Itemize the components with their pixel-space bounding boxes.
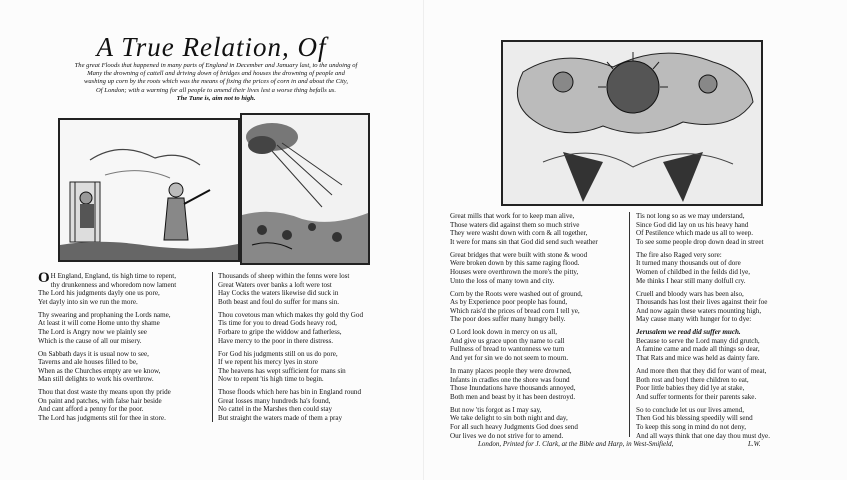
right-page bbox=[424, 0, 847, 480]
verse-line: Tis not long so as we may understand, bbox=[636, 212, 745, 220]
column-divider bbox=[629, 212, 630, 437]
stanza bbox=[450, 367, 628, 401]
verse-line: Thy swearing and prophaning the Lords name, bbox=[38, 310, 171, 319]
verse-line: Have mercy to the poor in there distress. bbox=[218, 336, 334, 345]
verse-line: And now again these waters mounting high, bbox=[636, 306, 762, 315]
verse-line: That Rats and mice was held as dainty fare. bbox=[636, 354, 760, 363]
verse-line: Which rais'd the prices of bread corn I tell ye, bbox=[450, 306, 580, 315]
verse-line: The poor does suffer many hungry belly. bbox=[450, 315, 566, 324]
verse-line: May cause many with hunger for to dye: bbox=[636, 315, 752, 324]
verse-line: Me thinks I hear still many dolfull cry. bbox=[636, 276, 746, 285]
stanza bbox=[450, 251, 628, 285]
verse-line: Fullness of bread to wantonness we turn bbox=[450, 345, 565, 354]
verse-line: On paint and patches, with false hair beside bbox=[38, 396, 162, 405]
verse-line: Those Inundations have thousands annoyed, bbox=[450, 384, 576, 393]
verse-column-right-2 bbox=[636, 212, 842, 445]
verse-line: Both men and beast by it has been destroyd. bbox=[450, 392, 576, 401]
ballad-title: A True Relation, Of bbox=[96, 32, 327, 62]
verse-line: And more then that they did for want of meat, bbox=[636, 367, 767, 376]
verse-line: Were broken down by this same raging flood. bbox=[450, 259, 580, 268]
verse-line: To see some people drop down dead in street bbox=[636, 237, 764, 246]
verse-line: And cant afford a penny for the poor. bbox=[38, 405, 144, 414]
verse-line: Yet dayly into sin we run the more. bbox=[38, 297, 138, 306]
verse-line: Women of childbed in the feilds did lye, bbox=[636, 267, 751, 276]
woodcut-preacher-image bbox=[58, 118, 240, 262]
verse-line: And suffer torments for their parents sake. bbox=[636, 392, 757, 401]
verse-line: The Lord his judgments dayly one us pore, bbox=[38, 289, 160, 298]
woodcut-judgment-image bbox=[501, 40, 763, 206]
verse-line: Then God his blessing speedily will send bbox=[636, 414, 753, 423]
verse-line: H England, England, tis high time to repent, bbox=[50, 272, 176, 280]
stanza bbox=[38, 311, 210, 345]
verse-line: As by Experience poor people has found, bbox=[450, 298, 568, 307]
verse-line: Thou covetous man which makes thy gold thy God bbox=[218, 310, 364, 319]
ballad-subtitle bbox=[22, 62, 410, 103]
verse-line: Great losses many hundreds ha's found, bbox=[218, 396, 331, 405]
subtitle-line: Of London; with a warning for all people to amend their lives lest a worse thing befalls us. bbox=[96, 86, 336, 94]
verse-line: It were for mans sin that God did send such weather bbox=[450, 237, 598, 246]
stanza bbox=[218, 388, 418, 422]
verse-line: At least it will come Home unto thy shame bbox=[38, 319, 160, 328]
verse-line: Corn by the Roots were washed out of ground, bbox=[450, 289, 583, 298]
verse-line: The fire also Raged very sore: bbox=[636, 250, 722, 259]
verse-line: Thousands of sheep within the fenns were lost bbox=[218, 272, 350, 280]
stanza bbox=[218, 272, 418, 306]
verse-line: In many places people they were drowned, bbox=[450, 367, 572, 376]
verse-line: Great mills that work for to keep man alive, bbox=[450, 212, 575, 220]
verse-column-left-2 bbox=[218, 272, 418, 427]
verse-line: Those waters did against them so much strive bbox=[450, 220, 580, 229]
verse-line: Tis time for you to dread Gods heavy rod, bbox=[218, 319, 337, 328]
verse-line: O Lord look down in mercy on us all, bbox=[450, 328, 557, 337]
column-divider bbox=[212, 272, 213, 422]
verse-line: Both rost and boyl there children to eat, bbox=[636, 375, 749, 384]
verse-line: But now 'tis forgot as I may say, bbox=[450, 405, 542, 414]
verse-line: Now to repent 'tis high time to begin. bbox=[218, 375, 324, 384]
stanza bbox=[450, 212, 628, 246]
tune-line: The Tune is, aim not to high. bbox=[176, 94, 256, 102]
verse-line: On Sabbath days it is usual now to see, bbox=[38, 349, 149, 358]
stanza bbox=[636, 290, 842, 324]
verse-column-left-1 bbox=[38, 272, 210, 427]
stanza bbox=[38, 388, 210, 422]
stanza bbox=[636, 367, 842, 401]
verse-line: thy drunkenness and whoredom now lament bbox=[50, 280, 177, 289]
stanza bbox=[38, 350, 210, 384]
verse-line: Forbare to gripe the widdow and fatherless, bbox=[218, 327, 342, 336]
verse-line: Great Waters over banks a loft were tost bbox=[218, 280, 332, 289]
verse-line: Poor little babies they did lye at stake, bbox=[636, 384, 745, 393]
verse-line: Which is the cause of all our misery. bbox=[38, 336, 142, 345]
verse-line: Cruell and bloody wars has been also, bbox=[636, 289, 744, 298]
drop-cap: O bbox=[38, 270, 50, 286]
verse-line: The Lord is Angry now we plainly see bbox=[38, 327, 147, 336]
stanza bbox=[450, 328, 628, 362]
verse-line: So to conclude let us our lives amend, bbox=[636, 405, 744, 414]
verse-line: Houses were overthrown the more's the pitty, bbox=[450, 267, 579, 276]
stanza bbox=[636, 406, 842, 440]
subtitle-line: The great Floods that happened in many parts of England in December and January last, to the undoing of bbox=[74, 62, 358, 69]
verse-line: A famine came and made all things so dear, bbox=[636, 345, 760, 354]
verse-line: Because to serve the Lord many did grutch, bbox=[636, 336, 760, 345]
stanza bbox=[218, 311, 418, 345]
verse-line: Jerusalem we read did suffer much. bbox=[636, 328, 741, 337]
verse-line: The Lord has judgments stil for thee in store. bbox=[38, 414, 166, 423]
verse-line: The heavens has wept sufficient for mans sin bbox=[218, 366, 346, 375]
verse-line: But straight the waters made of them a pray bbox=[218, 414, 343, 423]
verse-line: We take delight to sin both night and day, bbox=[450, 414, 568, 423]
verse-line: Our lives we do not strive for to amend. bbox=[450, 431, 564, 440]
verse-line: Those floods which here has bin in England round bbox=[218, 388, 362, 397]
verse-line: Man still delights to work his overthrow. bbox=[38, 375, 154, 384]
verse-line: To keep this song in mind do not deny, bbox=[636, 423, 746, 432]
stanza bbox=[450, 290, 628, 324]
verse-line: And all ways think that one day thou must dye. bbox=[636, 431, 770, 440]
verse-line: When as the Churches empty are we know, bbox=[38, 366, 161, 375]
verse-line: For God his judgments still on us do pore, bbox=[218, 349, 338, 358]
verse-line: If we repent his mercy lyes in store bbox=[218, 358, 318, 367]
stanza bbox=[38, 272, 210, 306]
subtitle-line: Many the drowning of cattell and driving down of bridges and houses the drowning of people and bbox=[87, 70, 345, 78]
verse-line: For all such heavy Judgments God does send bbox=[450, 423, 578, 432]
verse-line: Since God did lay on us his heavy hand bbox=[636, 220, 749, 229]
verse-line: Thousands has lost their lives against their foe bbox=[636, 298, 768, 307]
verse-line: Both beast and foul do suffer for mans sin. bbox=[218, 297, 340, 306]
stanza bbox=[636, 328, 842, 362]
verse-line: Thou that dost waste thy means upon thy pride bbox=[38, 388, 171, 397]
verse-line: And give us grace upon thy name to call bbox=[450, 336, 565, 345]
stanza bbox=[450, 406, 628, 440]
verse-line: Great bridges that were built with stone & wood bbox=[450, 250, 588, 259]
verse-line: Of Pestilence which made us all to weep. bbox=[636, 229, 754, 238]
stanza bbox=[218, 350, 418, 384]
stanza bbox=[636, 212, 842, 246]
subtitle-line: washing up corn by the roots which was the means of fixing the prices of corn in and about the City, bbox=[83, 78, 349, 86]
verse-column-right-1 bbox=[450, 212, 628, 445]
verse-line: It turned many thousands out of dore bbox=[636, 259, 741, 268]
verse-line: And yet for sin we do not seem to mourn. bbox=[450, 354, 569, 363]
verse-line: Infants in cradles one the shore was found bbox=[450, 375, 570, 384]
verse-line: Taverns and ale houses filled to be, bbox=[38, 358, 138, 367]
verse-line: Unto the loss of many town and city. bbox=[450, 276, 555, 285]
verse-line: Hay Cocks the waters likewise did suck in bbox=[218, 289, 339, 298]
woodcut-storm-image bbox=[240, 113, 370, 265]
printer-imprint: London, Printed for J. Clark, at the Bible and Harp, in West-Smifield, bbox=[478, 440, 674, 448]
verse-line: No cattel in the Marshes then could stay bbox=[218, 405, 333, 414]
author-initials: L.W. bbox=[748, 440, 761, 448]
verse-line: They were washt down with corn & all together, bbox=[450, 229, 588, 238]
stanza bbox=[636, 251, 842, 285]
